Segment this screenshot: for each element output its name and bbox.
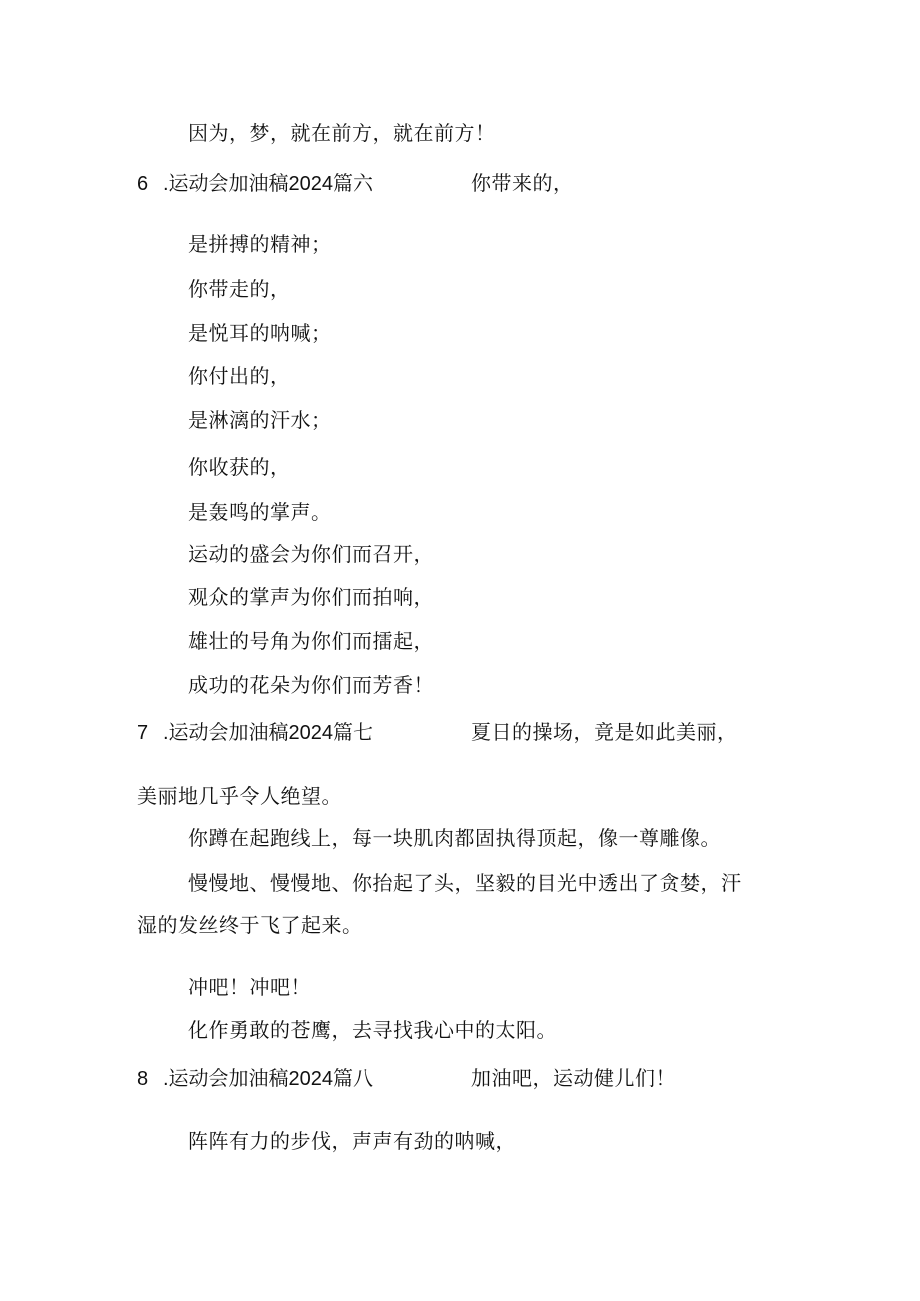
text-line: 成功的花朵为你们而芳香！ bbox=[188, 673, 434, 697]
text-line: 雄壮的号角为你们而擂起， bbox=[188, 629, 434, 653]
section-number: 7 bbox=[137, 722, 149, 744]
text-line: 是拼搏的精神； bbox=[188, 232, 332, 256]
text-line: 因为，梦，就在前方，就在前方！ bbox=[188, 121, 496, 145]
section-heading-8 bbox=[137, 1066, 676, 1091]
text-line: 你收获的， bbox=[188, 455, 291, 479]
text-line: 是淋漓的汗水； bbox=[188, 408, 332, 432]
text-line: 阵阵有力的步伐，声声有劲的呐喊， bbox=[188, 1129, 516, 1153]
text-line: 观众的掌声为你们而拍响， bbox=[188, 585, 434, 609]
text-line: 冲吧！冲吧！ bbox=[188, 975, 311, 999]
section-lead-text: 夏日的操场，竟是如此美丽， bbox=[471, 720, 738, 744]
section-number: 8 bbox=[137, 1068, 149, 1090]
text-line: 是轰鸣的掌声。 bbox=[188, 500, 332, 524]
text-line: 你付出的， bbox=[188, 364, 291, 388]
section-title: .运动会加油稿2024篇六 bbox=[163, 173, 374, 195]
text-line: 你带走的， bbox=[188, 277, 291, 301]
text-line: 你蹲在起跑线上，每一块肌肉都固执得顶起，像一尊雕像。 bbox=[188, 826, 721, 850]
section-lead-text: 加油吧，运动健儿们！ bbox=[471, 1066, 676, 1090]
section-number: 6 bbox=[137, 173, 149, 195]
text-line: 是悦耳的呐喊； bbox=[188, 321, 332, 345]
section-heading-6 bbox=[137, 171, 574, 196]
text-line: 运动的盛会为你们而召开， bbox=[188, 542, 434, 566]
section-heading-7 bbox=[137, 720, 738, 745]
text-line: 美丽地几乎令人绝望。 bbox=[137, 784, 342, 808]
section-title: .运动会加油稿2024篇七 bbox=[163, 722, 374, 744]
section-lead-text: 你带来的， bbox=[471, 171, 574, 195]
text-line: 湿的发丝终于飞了起来。 bbox=[137, 913, 363, 937]
text-line: 慢慢地、慢慢地、你抬起了头，坚毅的目光中透出了贪婪，汗 bbox=[188, 871, 742, 895]
section-title: .运动会加油稿2024篇八 bbox=[163, 1068, 374, 1090]
text-line: 化作勇敢的苍鹰，去寻找我心中的太阳。 bbox=[188, 1018, 557, 1042]
